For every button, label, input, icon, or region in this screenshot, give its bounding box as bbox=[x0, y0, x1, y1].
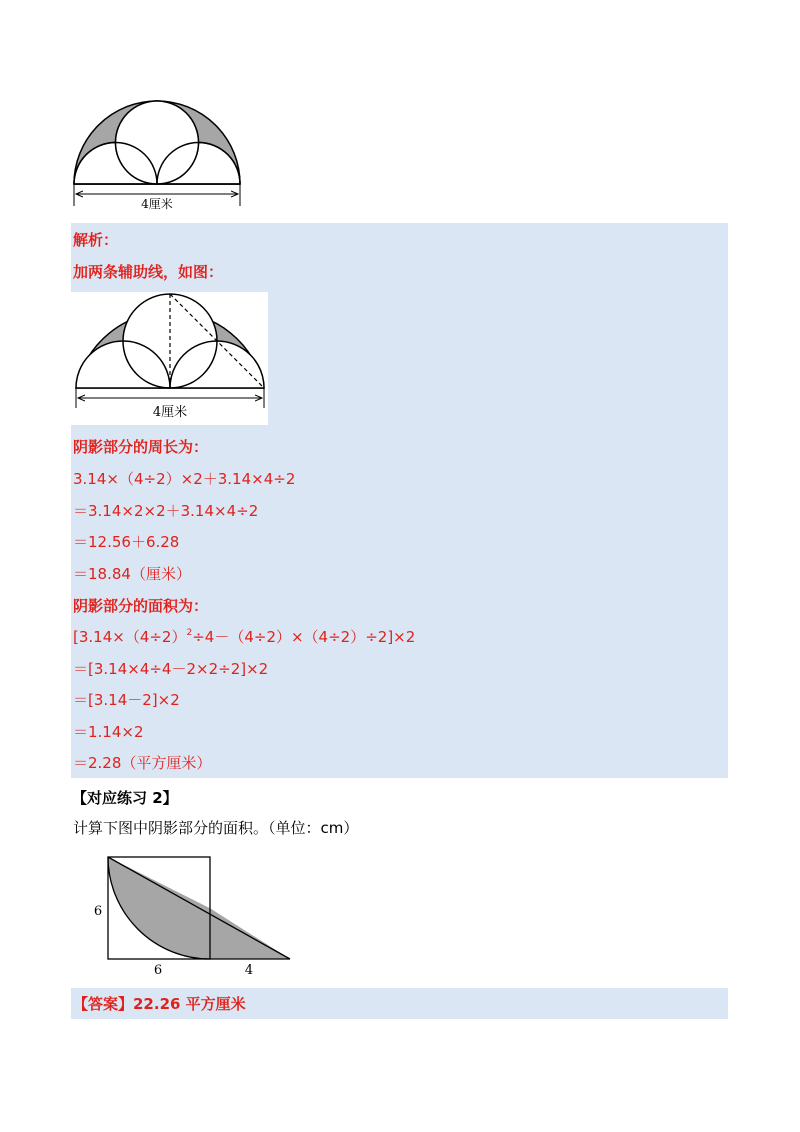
side-label: 6 bbox=[93, 904, 103, 919]
area-step: ＝[3.14－2]×2 bbox=[73, 691, 180, 709]
perimeter-step: 3.14×（4÷2）×2＋3.14×4÷2 bbox=[73, 470, 296, 488]
answer-text: 【答案】22.26 平方厘米 bbox=[73, 995, 246, 1013]
figure-auxiliary-lines bbox=[71, 292, 268, 425]
analysis-intro: 加两条辅助线，如图： bbox=[73, 263, 224, 281]
area-step: ＝[3.14×4÷4－2×2÷2]×2 bbox=[73, 660, 269, 678]
figure-square-triangle bbox=[88, 852, 298, 980]
perimeter-step: ＝3.14×2×2＋3.14×4÷2 bbox=[73, 502, 259, 520]
perimeter-step: ＝12.56＋6.28 bbox=[73, 533, 180, 551]
area-step-part: [3.14×（4÷2） bbox=[73, 628, 187, 646]
area-step-part: ÷4－（4÷2）×（4÷2）÷2]×2 bbox=[192, 628, 416, 646]
area-step: ＝2.28（平方厘米） bbox=[73, 754, 212, 772]
exercise-title: 【对应练习 2】 bbox=[72, 789, 178, 807]
figure1-label: 4厘米 bbox=[141, 197, 173, 211]
area-step: ＝1.14×2 bbox=[73, 723, 144, 741]
extension-label: 4 bbox=[244, 963, 254, 978]
figure-semicircle bbox=[70, 96, 250, 214]
exercise-question: 计算下图中阴影部分的面积。（单位：cm） bbox=[73, 819, 359, 837]
area-heading: 阴影部分的面积为： bbox=[73, 597, 209, 615]
area-step bbox=[73, 627, 415, 650]
analysis-heading: 解析： bbox=[73, 231, 119, 249]
perimeter-heading: 阴影部分的周长为： bbox=[73, 438, 209, 456]
figure2-label: 4厘米 bbox=[152, 405, 188, 420]
area-step-exponent: 2 bbox=[186, 628, 193, 638]
perimeter-step: ＝18.84（厘米） bbox=[73, 565, 191, 583]
bottom-label: 6 bbox=[153, 963, 163, 978]
